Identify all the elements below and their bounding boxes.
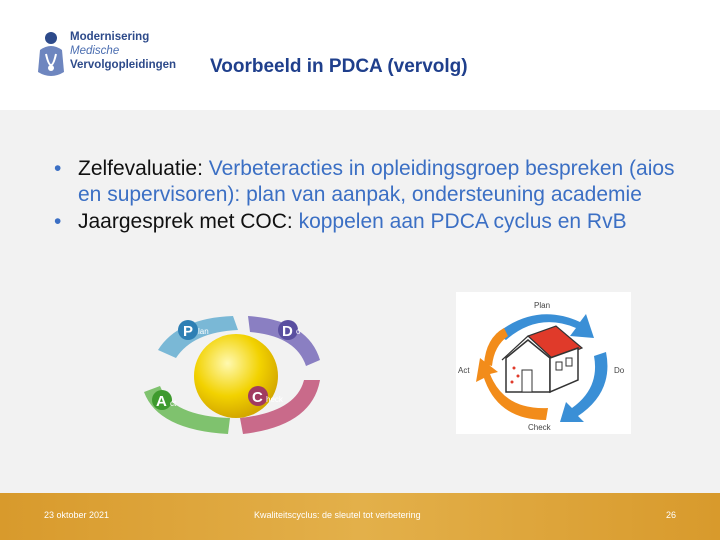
act-rest: ct bbox=[170, 399, 177, 408]
footer-subtitle: Kwaliteitscyclus: de sleutel tot verbetering bbox=[254, 510, 421, 520]
bullet-1-lead: Zelfevaluatie: bbox=[78, 157, 209, 180]
slide-footer bbox=[0, 493, 720, 540]
do-rest: o bbox=[296, 327, 301, 336]
logo-line-2: Medische bbox=[70, 45, 120, 57]
page-number: 26 bbox=[666, 510, 677, 520]
bullet-2-rest: koppelen aan PDCA cyclus en RvB bbox=[298, 210, 627, 233]
footer-date: 23 oktober 2021 bbox=[44, 510, 110, 520]
check-rest: heck bbox=[266, 395, 283, 404]
do-label: Do bbox=[614, 366, 625, 375]
check-label: Check bbox=[528, 423, 551, 432]
center-ball bbox=[194, 334, 278, 418]
bullet-1-rest: Verbeteracties in opleidingsgroep bespreken (aios en supervisoren): plan van aanpak, ondersteuning academie bbox=[78, 157, 675, 206]
do-letter: D bbox=[282, 323, 293, 340]
bullet-item-2 bbox=[54, 209, 694, 235]
slide-content bbox=[0, 110, 720, 493]
logo-line-1: Modernisering bbox=[70, 31, 150, 43]
bullet-2-lead: Jaargesprek met COC: bbox=[78, 210, 299, 233]
bullet-icon: • bbox=[54, 210, 62, 233]
plan-label: Plan bbox=[534, 301, 551, 310]
logo bbox=[34, 28, 184, 88]
act-label: Act bbox=[458, 366, 470, 375]
bullet-icon: • bbox=[54, 157, 62, 180]
logo-line-3: Vervolgopleidingen bbox=[70, 59, 177, 71]
pdca-cycle-diagram-left bbox=[138, 310, 328, 440]
bullet-list bbox=[54, 156, 694, 236]
plan-letter: P bbox=[183, 323, 194, 340]
slide-header bbox=[0, 0, 720, 110]
pdca-cycle-diagram-right bbox=[456, 292, 631, 434]
bullet-item-1 bbox=[54, 156, 694, 208]
plan-rest: lan bbox=[198, 327, 209, 336]
slide-title: Voorbeeld in PDCA (vervolg) bbox=[210, 56, 468, 77]
check-letter: C bbox=[252, 389, 263, 406]
logo-figure-icon bbox=[34, 28, 68, 86]
logo-text bbox=[70, 30, 176, 72]
act-letter: A bbox=[156, 393, 167, 410]
